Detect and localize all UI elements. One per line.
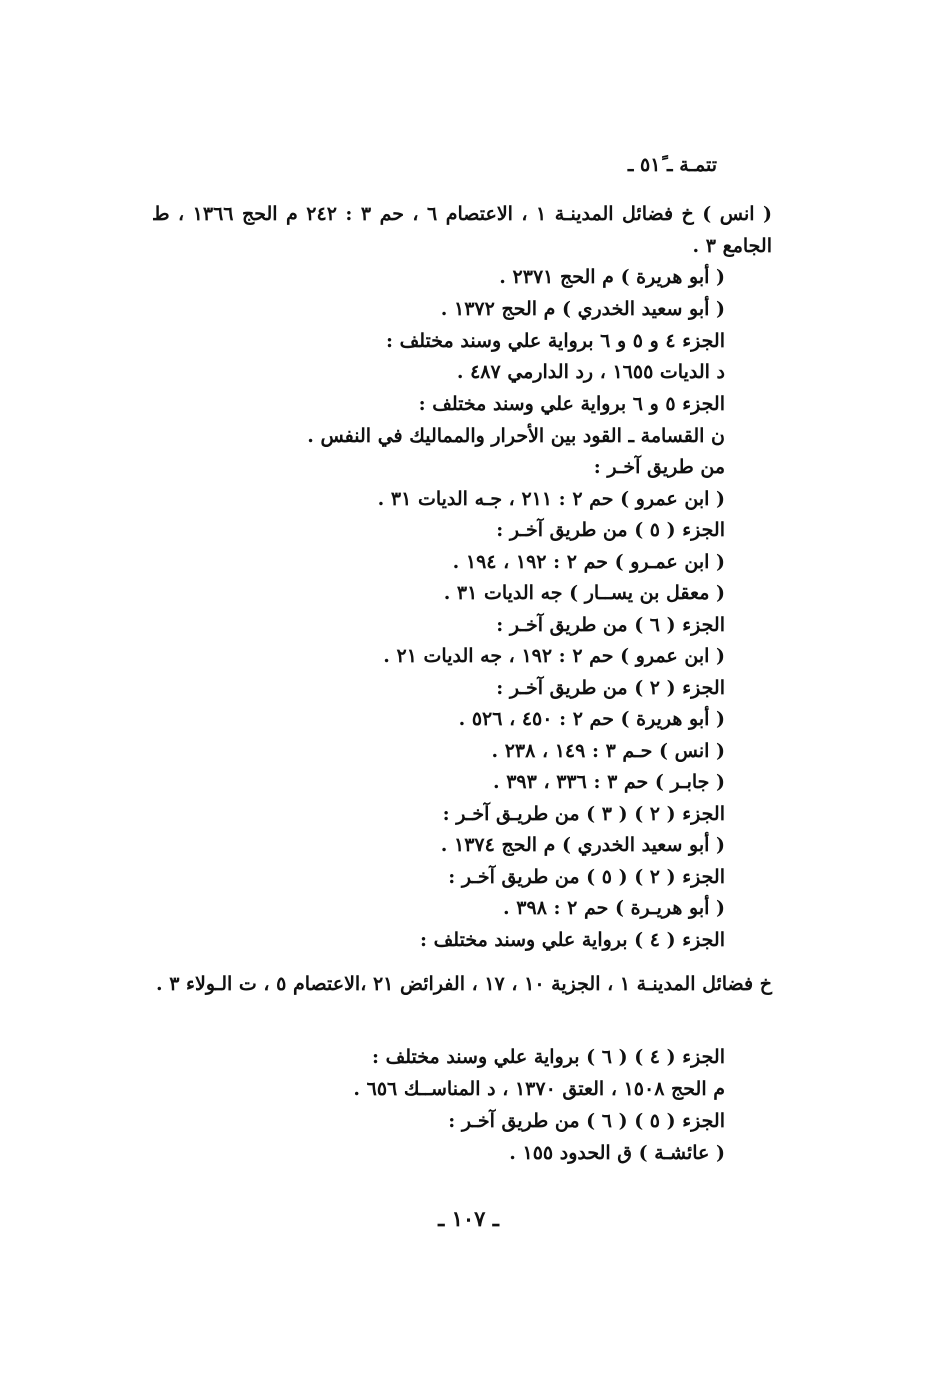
entry-line-8: من طريق آخـر :	[593, 456, 725, 478]
page-number: ـ ١٠٧ ـ	[438, 1206, 499, 1231]
entry-line-23: الجزء ( ٤ ) برواية علي وسند مختلف :	[420, 929, 725, 951]
entry-line-18: ( جابـر ) حم ٣ : ٣٣٦ ، ٣٩٣ .	[492, 771, 725, 793]
entry-line-11: ( ابن عمـرو ) حم ٢ : ١٩٢ ، ١٩٤ .	[452, 551, 725, 573]
entry-line-4: الجزء ٤ و ٥ و ٦ برواية علي وسند مختلف :	[385, 330, 725, 352]
entry-line-1: ( انس ) خ فضائل المدينـة ١ ، الاعتصام ٦ ، حم ٣ : ٢٤٢ م الحج ١٣٦٦ ، ط الجامع ٣ .	[152, 203, 772, 257]
entry-line-12: ( معقل بن يســار ) جه الديات ٣١ .	[443, 582, 725, 604]
entry-line-24: خ فضائل المدينـة ١ ، الجزية ١٠ ، ١٧ ، الفرائض ٢١ ،الاعتصام ٥ ، ت الـولاء ٣ .	[155, 973, 772, 995]
entry-line-2: ( أبو هريرة ) م الحج ٢٣٧١ .	[499, 266, 725, 288]
entry-line-10: الجزء ( ٥ ) من طريق آخـر :	[496, 519, 725, 541]
entry-line-3: ( أبو سعيد الخدري ) م الحج ١٣٧٢ .	[440, 298, 725, 320]
entry-line-5: د الديات ١٦٥٥ ، رد الدارمي ٤٨٧ .	[456, 361, 725, 383]
entry-line-14: ( ابن عمرو ) حم ٢ : ١٩٢ ، جه الديات ٢١ .	[383, 645, 725, 667]
entry-line-16: ( أبو هريرة ) حم ٢ : ٤٥٠ ، ٥٢٦ .	[458, 708, 725, 730]
entry-line-22: ( أبو هريـرة ) حم ٢ : ٣٩٨ .	[503, 897, 725, 919]
entry-line-28: ( عائشـة ) ق الحدود ١٥٥ .	[509, 1142, 725, 1164]
entry-line-21: الجزء ( ٢ ) ( ٥ ) من طريق آخـر :	[448, 866, 725, 888]
entry-line-26: م الحج ١٥٠٨ ، العتق ١٣٧٠ ، د المناســك ٦٥٦ .	[353, 1078, 725, 1100]
entry-line-13: الجزء ( ٦ ) من طريق آخـر :	[496, 614, 725, 636]
entry-line-25: الجزء ( ٤ ) ( ٦ ) برواية علي وسند مختلف :	[371, 1046, 725, 1068]
entry-line-7: ن القسامة ـ القود بين الأحرار والمماليك في النفس .	[307, 425, 725, 447]
entry-line-20: ( أبو سعيد الخدري ) م الحج ١٣٧٤ .	[440, 834, 725, 856]
entry-line-9: ( ابن عمرو ) حم ٢ : ٢١١ ، جـه الديات ٣١ .	[377, 488, 725, 510]
entry-line-27: الجزء ( ٥ ) ( ٦ ) من طريق آخـر :	[448, 1110, 725, 1132]
entry-line-15: الجزء ( ٢ ) من طريق آخـر :	[496, 677, 725, 699]
entry-line-19: الجزء ( ٢ ) ( ٣ ) من طريـق آخـر :	[442, 803, 725, 825]
entry-line-17: ( انس ) حـم ٣ : ١٤٩ ، ٢٣٨ .	[491, 740, 725, 762]
entry-line-6: الجزء ٥ و ٦ برواية علي وسند مختلف :	[418, 393, 725, 415]
continuation-header: تتمـة ـ ٥١ً ـ	[627, 154, 717, 176]
